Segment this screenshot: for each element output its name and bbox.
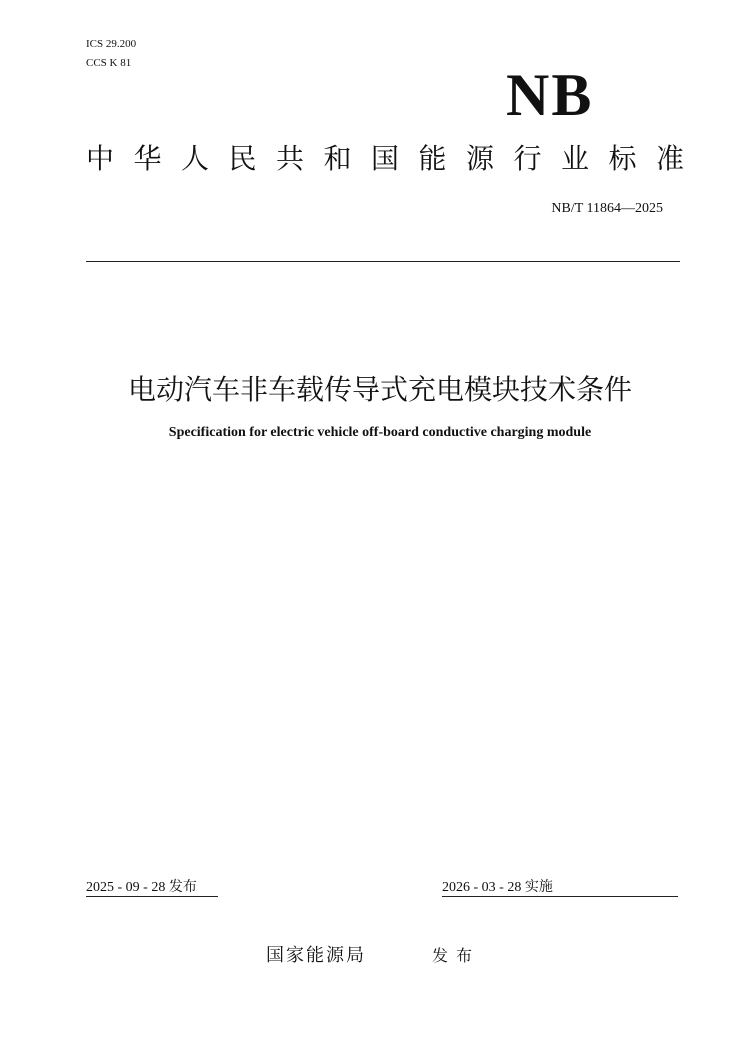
issue-date: 2025 - 09 - 28 发布 [86, 880, 197, 895]
document-title-chinese: 电动汽车非车载传导式充电模块技术条件 [127, 373, 632, 406]
implementation-date-underline [442, 896, 678, 897]
ccs-code: CCS K 81 [86, 57, 132, 69]
implementation-date: 2026 - 03 - 28 实施 [442, 880, 553, 895]
document-title-english: Specification for electric vehicle off-board conductive charging module [168, 425, 592, 440]
issue-verb: 发布 [432, 946, 481, 965]
header-divider [86, 261, 680, 262]
nb-logo: NB [506, 62, 594, 128]
standard-number: NB/T 11864—2025 [551, 201, 663, 216]
ics-code: ICS 29.200 [86, 38, 137, 50]
issuing-authority: 国家能源局 [266, 945, 366, 966]
organization-title: 中华人民共和国能源行业标准 [86, 142, 704, 175]
issue-date-underline [86, 896, 218, 897]
